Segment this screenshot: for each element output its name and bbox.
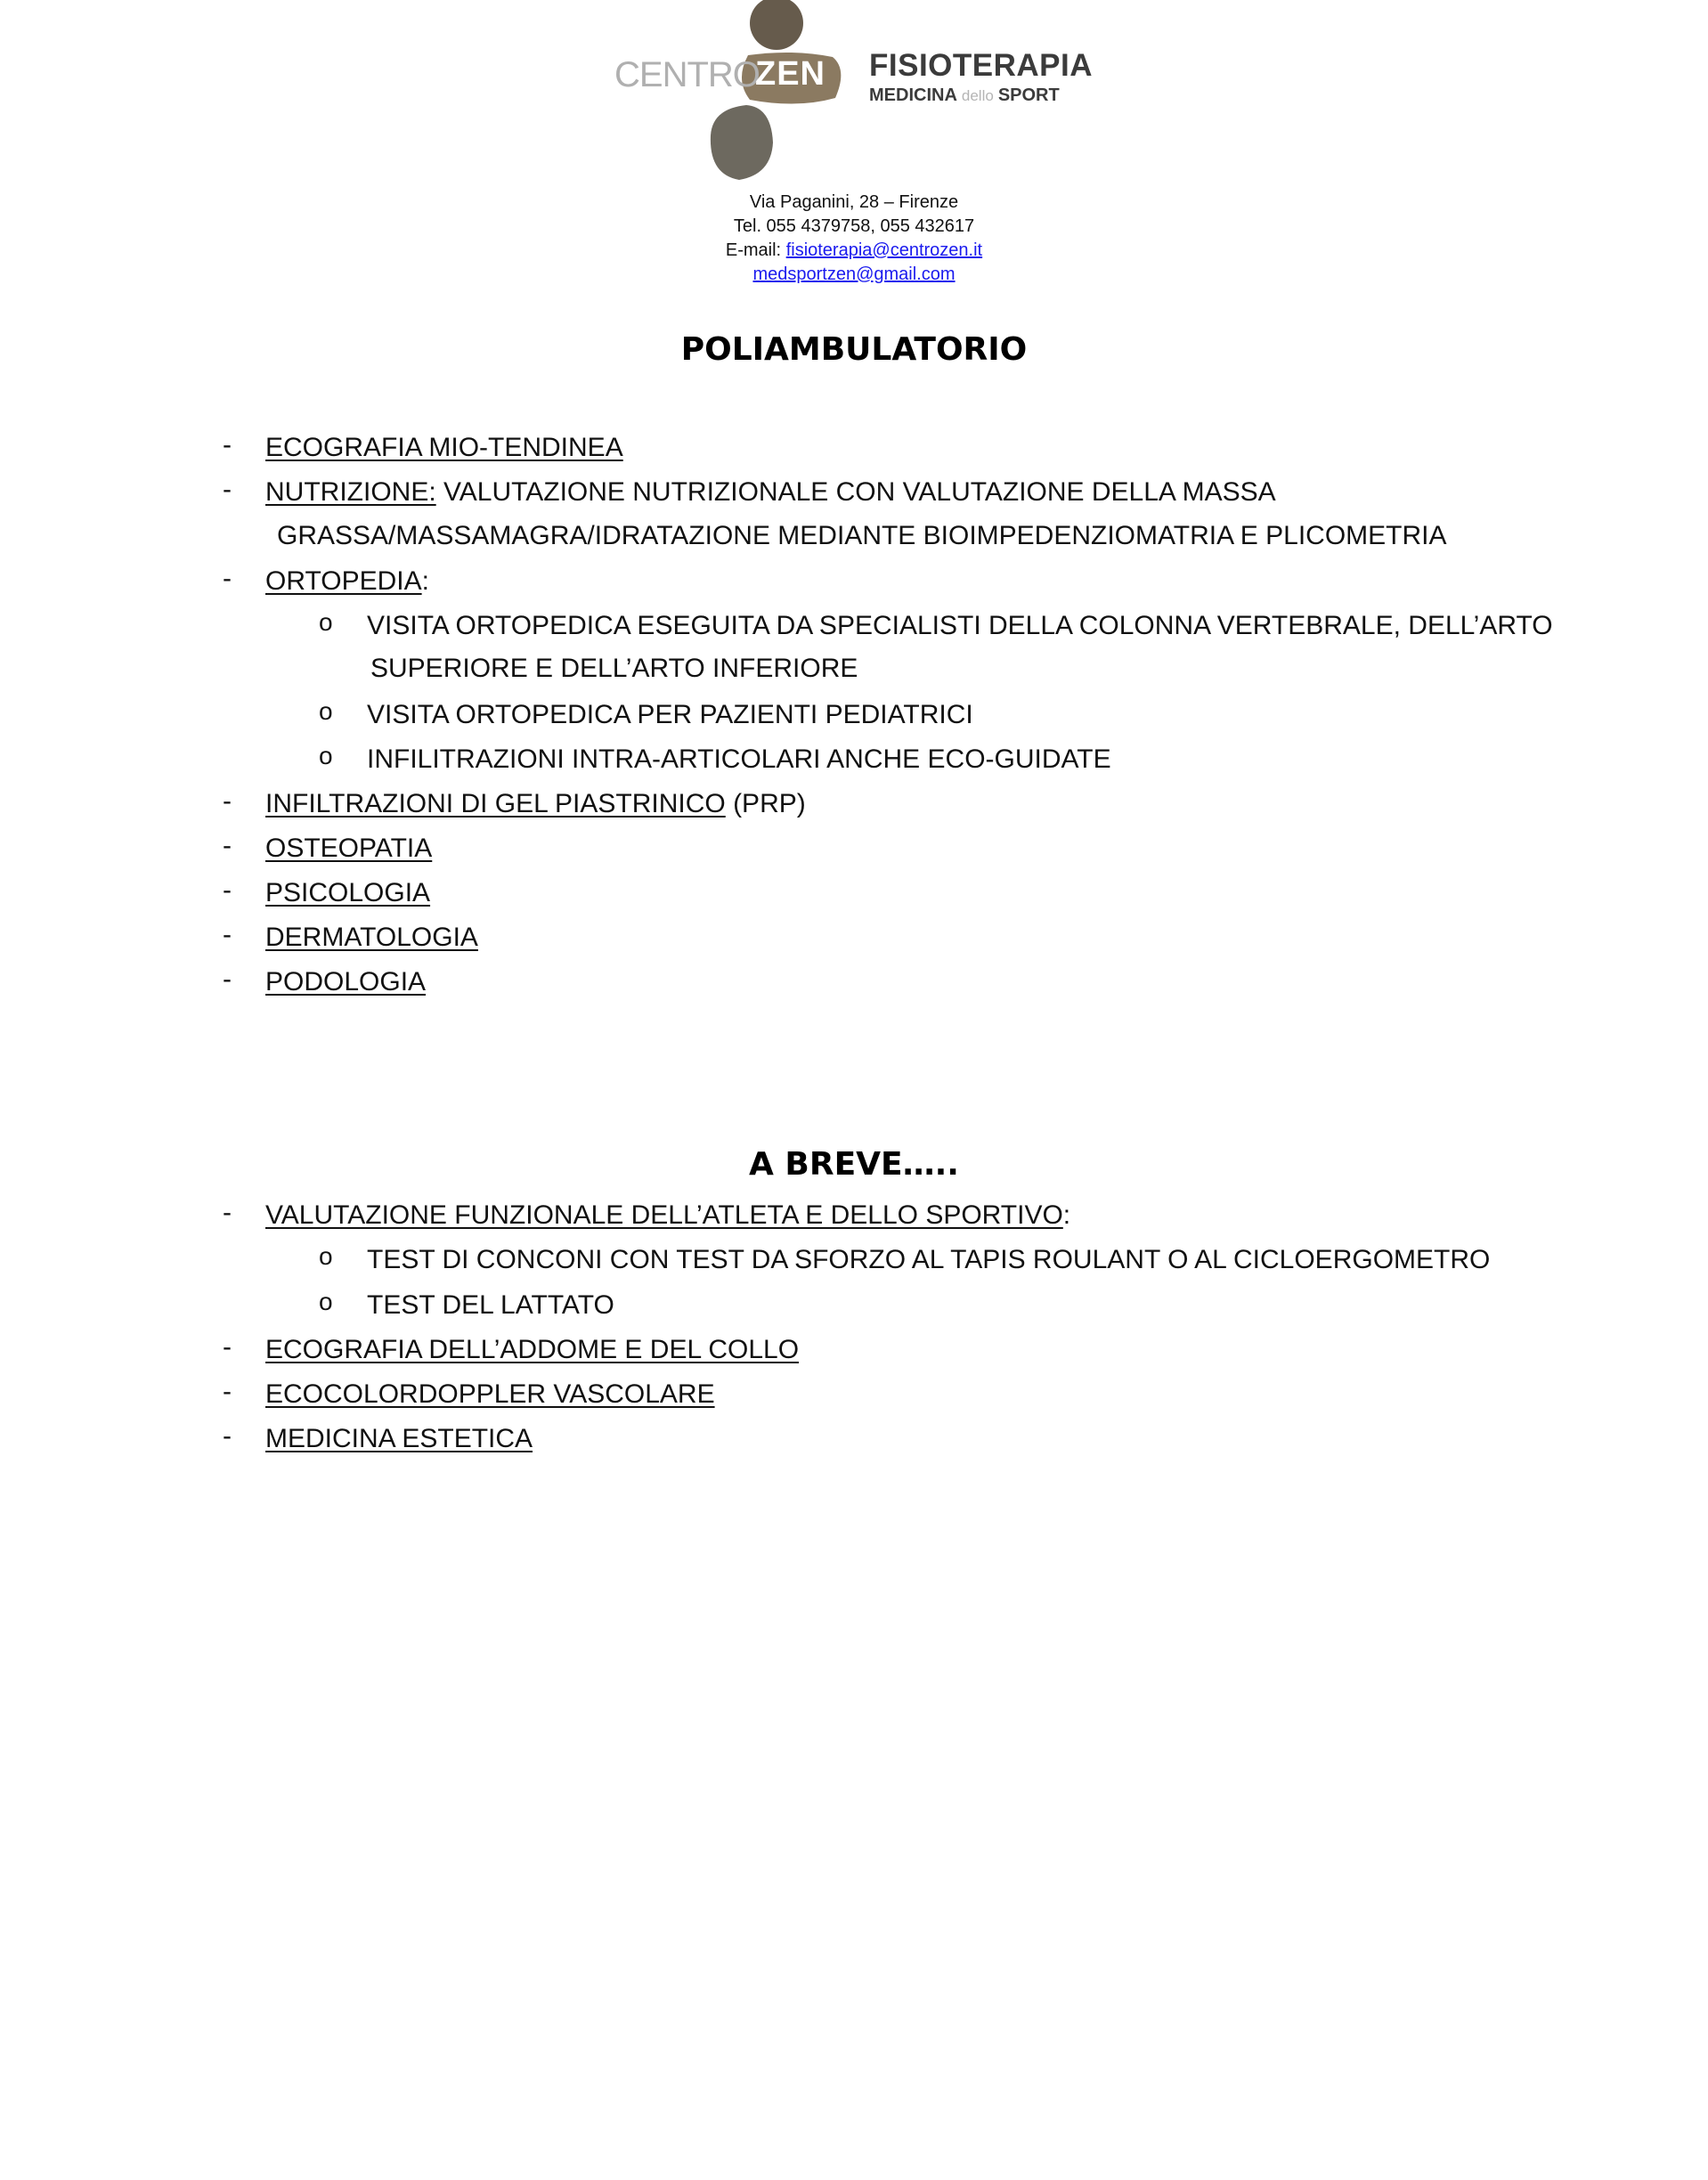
logo-sport-text: SPORT bbox=[997, 85, 1060, 105]
circle-bullet: o bbox=[319, 742, 333, 769]
dash-marker: - bbox=[223, 1377, 232, 1406]
logo-medicina-line bbox=[869, 85, 1060, 106]
item-text: VALUTAZIONE NUTRIZIONALE CON VALUTAZIONE DELLA MASSA bbox=[435, 477, 1276, 507]
item-label: OSTEOPATIA bbox=[265, 834, 433, 863]
stone-top-shape bbox=[750, 0, 803, 50]
item-text: : bbox=[421, 566, 429, 596]
list-item bbox=[265, 564, 429, 599]
list-item bbox=[265, 964, 426, 1000]
circle-bullet: o bbox=[319, 1288, 333, 1315]
logo-centro-text: CENTRO bbox=[614, 55, 760, 94]
sub-list-item: INFILITRAZIONI INTRA-ARTICOLARI ANCHE ECO-GUIDATE bbox=[367, 744, 1111, 774]
list-item bbox=[265, 1421, 533, 1457]
email-line-2 bbox=[0, 263, 1708, 287]
list-item bbox=[265, 430, 623, 466]
list-item bbox=[265, 1332, 799, 1368]
dash-marker: - bbox=[223, 964, 232, 994]
dash-marker: - bbox=[223, 875, 232, 905]
dash-marker: - bbox=[223, 564, 232, 593]
list-item bbox=[265, 875, 430, 911]
item-label: INFILTRAZIONI DI GEL PIASTRINICO bbox=[265, 789, 726, 818]
address-line: Via Paganini, 28 – Firenze bbox=[749, 192, 959, 212]
email-line bbox=[0, 239, 1708, 263]
item-label: NUTRIZIONE: bbox=[265, 477, 436, 507]
sub-list-item: VISITA ORTOPEDICA PER PAZIENTI PEDIATRICI bbox=[367, 700, 973, 729]
logo-dello-text: dello bbox=[961, 87, 994, 104]
tel-line: Tel. 055 4379758, 055 432617 bbox=[733, 216, 975, 236]
item-text: (PRP) bbox=[725, 789, 806, 818]
email-label: E-mail: bbox=[725, 240, 786, 260]
email-link-medsport[interactable]: medsportzen@gmail.com bbox=[752, 264, 956, 284]
item-label: ECOGRAFIA MIO-TENDINEA bbox=[265, 433, 623, 462]
logo-zen-text: ZEN bbox=[755, 55, 826, 93]
dash-marker: - bbox=[223, 430, 232, 460]
item-label: PSICOLOGIA bbox=[265, 878, 431, 907]
logo-medicina-text: MEDICINA bbox=[869, 85, 957, 105]
stone-bottom-shape bbox=[711, 105, 773, 180]
contact-block bbox=[0, 191, 1708, 287]
list-item bbox=[265, 920, 478, 956]
item-label: ECOCOLORDOPPLER VASCOLARE bbox=[265, 1379, 715, 1409]
section-title-poliambulatorio: POLIAMBULATORIO bbox=[680, 331, 1028, 368]
dash-marker: - bbox=[223, 786, 232, 816]
dash-marker: - bbox=[223, 475, 232, 504]
email-link-fisioterapia[interactable]: fisioterapia@centrozen.it bbox=[785, 240, 983, 260]
sub-list-item: TEST DI CONCONI CON TEST DA SFORZO AL TAPIS ROULANT O AL CICLOERGOMETRO bbox=[367, 1245, 1491, 1274]
item-text: : bbox=[1062, 1200, 1071, 1230]
item-continuation: GRASSA/MASSAMAGRA/IDRATAZIONE MEDIANTE BIOIMPEDENZIOMATRIA E PLICOMETRIA bbox=[277, 521, 1447, 550]
item-label: DERMATOLOGIA bbox=[265, 923, 478, 952]
dash-marker: - bbox=[223, 1421, 232, 1451]
item-label: ORTOPEDIA bbox=[265, 566, 422, 596]
dash-marker: - bbox=[223, 831, 232, 860]
list-item bbox=[265, 1377, 715, 1412]
list-item bbox=[265, 1198, 1070, 1233]
section-title-a-breve: A BREVE….. bbox=[749, 1146, 959, 1183]
circle-bullet: o bbox=[319, 1242, 333, 1270]
centrozen-logo bbox=[614, 0, 1113, 187]
list-item bbox=[265, 786, 806, 822]
dash-marker: - bbox=[223, 920, 232, 949]
sub-list-item: VISITA ORTOPEDICA ESEGUITA DA SPECIALISTI DELLA COLONNA VERTEBRALE, DELL’ARTO bbox=[367, 611, 1553, 640]
list-item bbox=[265, 475, 1276, 510]
dash-marker: - bbox=[223, 1332, 232, 1362]
list-item bbox=[265, 831, 432, 866]
item-label: VALUTAZIONE FUNZIONALE DELL’ATLETA E DELLO SPORTIVO bbox=[265, 1200, 1063, 1230]
sub-item-continuation: SUPERIORE E DELL’ARTO INFERIORE bbox=[370, 654, 858, 683]
circle-bullet: o bbox=[319, 608, 333, 636]
logo-fisioterapia-text: FISIOTERAPIA bbox=[869, 48, 1094, 83]
item-label: MEDICINA ESTETICA bbox=[265, 1424, 533, 1453]
dash-marker: - bbox=[223, 1198, 232, 1227]
circle-bullet: o bbox=[319, 697, 333, 725]
sub-list-item: TEST DEL LATTATO bbox=[367, 1290, 614, 1320]
item-label: ECOGRAFIA DELL’ADDOME E DEL COLLO bbox=[265, 1335, 800, 1364]
item-label: PODOLOGIA bbox=[265, 967, 427, 996]
